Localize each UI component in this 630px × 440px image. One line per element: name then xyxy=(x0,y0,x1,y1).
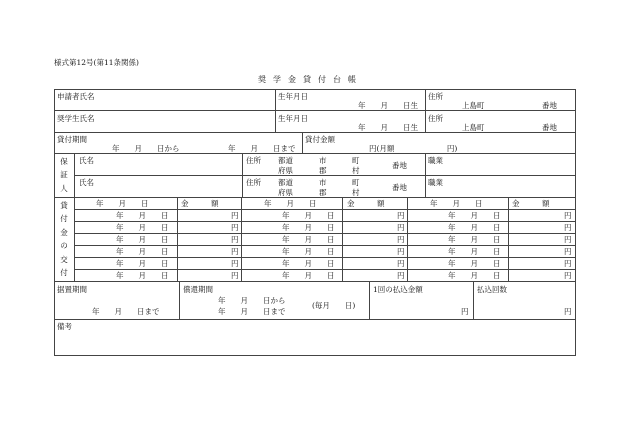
issuance-header-amount-1: 金 額 xyxy=(181,199,219,208)
form-number: 様式第12号(第11条関係) xyxy=(54,58,139,67)
issuance-date-cell: 年 月 日 xyxy=(116,211,169,220)
guarantor2-shi: 市 xyxy=(319,178,327,187)
guarantor1-gun: 郡 xyxy=(319,166,327,175)
student-town: 上島町 xyxy=(462,123,485,132)
issuance-yen-cell: 円 xyxy=(397,211,405,220)
rule xyxy=(74,153,75,281)
rule xyxy=(302,132,303,154)
issuance-yen-cell: 円 xyxy=(231,211,239,220)
guarantor1-name-label: 氏名 xyxy=(79,156,94,165)
rule xyxy=(74,233,576,234)
issuance-date-cell: 年 月 日 xyxy=(116,223,169,232)
issuance-yen-cell: 円 xyxy=(564,211,572,220)
applicant-address-label: 住所 xyxy=(428,92,443,101)
applicant-town: 上島町 xyxy=(462,101,485,110)
applicant-lot: 番地 xyxy=(542,101,557,110)
issuance-date-cell: 年 月 日 xyxy=(282,271,335,280)
installment-yen: 円 xyxy=(461,307,469,316)
issuance-yen-cell: 円 xyxy=(564,235,572,244)
issuance-date-cell: 年 月 日 xyxy=(116,247,169,256)
rule xyxy=(407,197,408,281)
rule xyxy=(177,197,178,281)
installment-label: 1回の払込金額 xyxy=(373,285,423,294)
rule xyxy=(54,355,576,356)
issuance-date-cell: 年 月 日 xyxy=(448,235,501,244)
rule xyxy=(342,197,343,281)
issuance-yen-cell: 円 xyxy=(397,247,405,256)
issuance-header-date-1: 年 月 日 xyxy=(96,199,149,208)
repayment-period-label: 償還期間 xyxy=(183,285,213,294)
issuance-date-cell: 年 月 日 xyxy=(448,259,501,268)
guarantor2-fuken: 府県 xyxy=(278,188,293,197)
issuance-yen-cell: 円 xyxy=(231,259,239,268)
rule xyxy=(473,281,474,319)
rule xyxy=(425,153,426,197)
issuance-yen-cell: 円 xyxy=(564,247,572,256)
rule xyxy=(425,89,426,132)
applicant-name-label: 申請者氏名 xyxy=(57,92,95,101)
rule xyxy=(54,281,576,282)
issuance-date-cell: 年 月 日 xyxy=(116,235,169,244)
remarks-label: 備考 xyxy=(57,322,72,331)
student-name-label: 奨学生氏名 xyxy=(57,114,95,123)
rule xyxy=(74,257,576,258)
rule xyxy=(54,197,576,198)
issuance-header-date-2: 年 月 日 xyxy=(264,199,317,208)
issuance-date-cell: 年 月 日 xyxy=(282,211,335,220)
issuance-date-cell: 年 月 日 xyxy=(116,271,169,280)
guarantor-label: 保証人 xyxy=(60,157,68,193)
guarantor1-address-label: 住所 xyxy=(246,156,261,165)
rule xyxy=(54,132,576,133)
rule xyxy=(54,89,576,90)
rule xyxy=(575,89,576,356)
guarantor1-shi: 市 xyxy=(319,156,327,165)
student-dob-label: 生年月日 xyxy=(278,114,308,123)
rule xyxy=(74,269,576,270)
guarantor2-address-label: 住所 xyxy=(246,178,261,187)
rule xyxy=(74,209,576,210)
rule xyxy=(369,281,370,319)
rule xyxy=(242,153,243,197)
issuance-date-cell: 年 月 日 xyxy=(282,223,335,232)
student-lot: 番地 xyxy=(542,123,557,132)
issuance-yen-cell: 円 xyxy=(231,223,239,232)
issuance-date-cell: 年 月 日 xyxy=(448,271,501,280)
guarantor2-name-label: 氏名 xyxy=(79,178,94,187)
issuance-yen-cell: 円 xyxy=(397,223,405,232)
issuance-date-cell: 年 月 日 xyxy=(448,247,501,256)
rule xyxy=(179,281,180,319)
applicant-dob-label: 生年月日 xyxy=(278,92,308,101)
rule xyxy=(74,175,576,176)
rule xyxy=(241,197,242,281)
issuance-yen-cell: 円 xyxy=(231,247,239,256)
guarantor2-job-label: 職業 xyxy=(428,178,443,187)
student-dob-units: 年 月 日生 xyxy=(358,123,418,132)
guarantor1-fuken: 府県 xyxy=(278,166,293,175)
guarantor1-machi: 町 xyxy=(352,156,360,165)
issuance-date-cell: 年 月 日 xyxy=(448,223,501,232)
guarantor2-gun: 郡 xyxy=(319,188,327,197)
rule xyxy=(54,319,576,320)
rule xyxy=(54,89,55,356)
student-address-label: 住所 xyxy=(428,114,443,123)
issuance-date-cell: 年 月 日 xyxy=(282,247,335,256)
issuance-header-amount-3: 金 額 xyxy=(512,199,550,208)
guarantor2-machi: 町 xyxy=(352,178,360,187)
guarantor2-lot: 番地 xyxy=(392,183,407,192)
repayment-from: 年 月 日から xyxy=(218,296,286,305)
loan-to: 年 月 日まで xyxy=(228,144,296,153)
issuance-yen-cell: 円 xyxy=(231,271,239,280)
issuance-yen-cell: 円 xyxy=(397,271,405,280)
rule xyxy=(74,245,576,246)
repayment-per-month: (毎月 日) xyxy=(312,301,356,310)
rule xyxy=(508,197,509,281)
repayment-to: 年 月 日まで xyxy=(218,307,286,316)
issuance-label: 貸付金の交付 xyxy=(60,201,68,278)
guarantor2-mura: 村 xyxy=(352,188,360,197)
loan-amount-label: 貸付金額 xyxy=(305,135,335,144)
loan-period-label: 貸付期間 xyxy=(57,135,87,144)
issuance-yen-cell: 円 xyxy=(231,235,239,244)
issuance-date-cell: 年 月 日 xyxy=(448,211,501,220)
issuance-date-cell: 年 月 日 xyxy=(282,259,335,268)
issuance-date-cell: 年 月 日 xyxy=(116,259,169,268)
applicant-dob-units: 年 月 日生 xyxy=(358,101,418,110)
guarantor1-job-label: 職業 xyxy=(428,156,443,165)
issuance-date-cell: 年 月 日 xyxy=(282,235,335,244)
rule xyxy=(54,153,576,154)
issuance-yen-cell: 円 xyxy=(564,259,572,268)
guarantor1-lot: 番地 xyxy=(392,161,407,170)
payment-count-label: 払込回数 xyxy=(477,285,507,294)
issuance-yen-cell: 円 xyxy=(397,235,405,244)
rule xyxy=(275,89,276,132)
deferral-units: 年 月 日まで xyxy=(92,307,160,316)
issuance-header-date-3: 年 月 日 xyxy=(430,199,483,208)
loan-amount-units: 円(月額 円) xyxy=(369,144,458,153)
document-title: 奨学金貸付台帳 xyxy=(258,75,363,84)
guarantor1-todo: 都道 xyxy=(278,156,293,165)
guarantor1-mura: 村 xyxy=(352,166,360,175)
guarantor2-todo: 都道 xyxy=(278,178,293,187)
deferral-label: 据置期間 xyxy=(57,285,87,294)
payment-count-yen: 円 xyxy=(564,307,572,316)
issuance-yen-cell: 円 xyxy=(397,259,405,268)
issuance-header-amount-2: 金 額 xyxy=(347,199,385,208)
issuance-yen-cell: 円 xyxy=(564,271,572,280)
rule xyxy=(54,110,576,111)
issuance-yen-cell: 円 xyxy=(564,223,572,232)
loan-from: 年 月 日から xyxy=(112,144,180,153)
rule xyxy=(74,221,576,222)
